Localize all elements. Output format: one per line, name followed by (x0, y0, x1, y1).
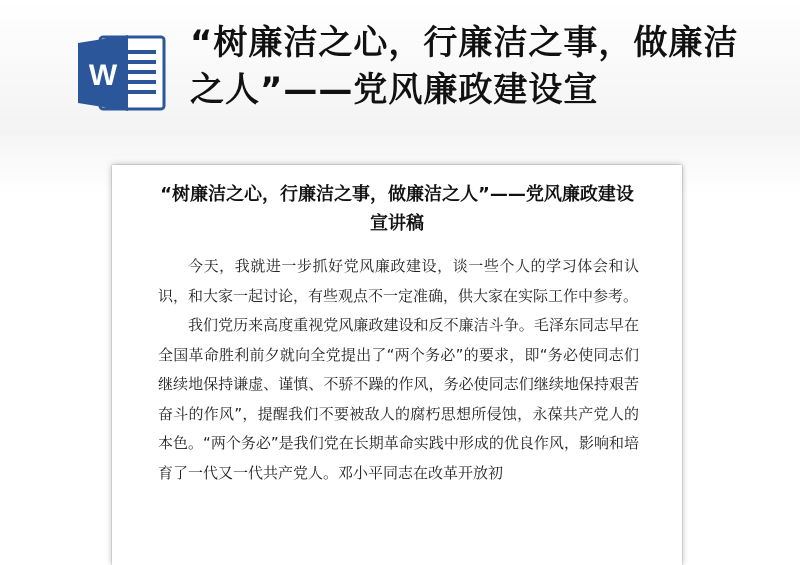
banner-header (0, 0, 800, 135)
word-icon-letter: W (88, 59, 118, 92)
document-page (112, 165, 682, 565)
document-body (158, 252, 639, 488)
word-icon (78, 33, 166, 113)
paragraph: 我们党历来高度重视党风廉政建设和反不廉洁斗争。毛泽东同志早在全国革命胜利前夕就向全党提出了“两个务必”的要求，即“务必使同志们继续地保持谦虚、谨慎、不骄不躁的作风，务必使同志们继续地保持艰苦奋斗的作风”，提醒我们不要被敌人的腐朽思想所侵蚀，永葆共产党人的本色。“两个务必”是我们党在长期革命实践中形成的优良作风，影响和培育了一代又一代共产党人。邓小平同志在改革开放初 (158, 316, 639, 482)
banner-title: “树廉洁之心，行廉洁之事，做廉洁之人”——党风廉政建设宣 (190, 23, 739, 110)
paragraph: 今天，我就进一步抓好党风廉政建设，谈一些个人的学习体会和认识，和大家一起讨论，有些观点不一定准确，供大家在实际工作中参考。 (158, 257, 639, 305)
document-title: “树廉洁之心，行廉洁之事，做廉洁之人”——党风廉政建设宣讲稿 (160, 184, 634, 234)
